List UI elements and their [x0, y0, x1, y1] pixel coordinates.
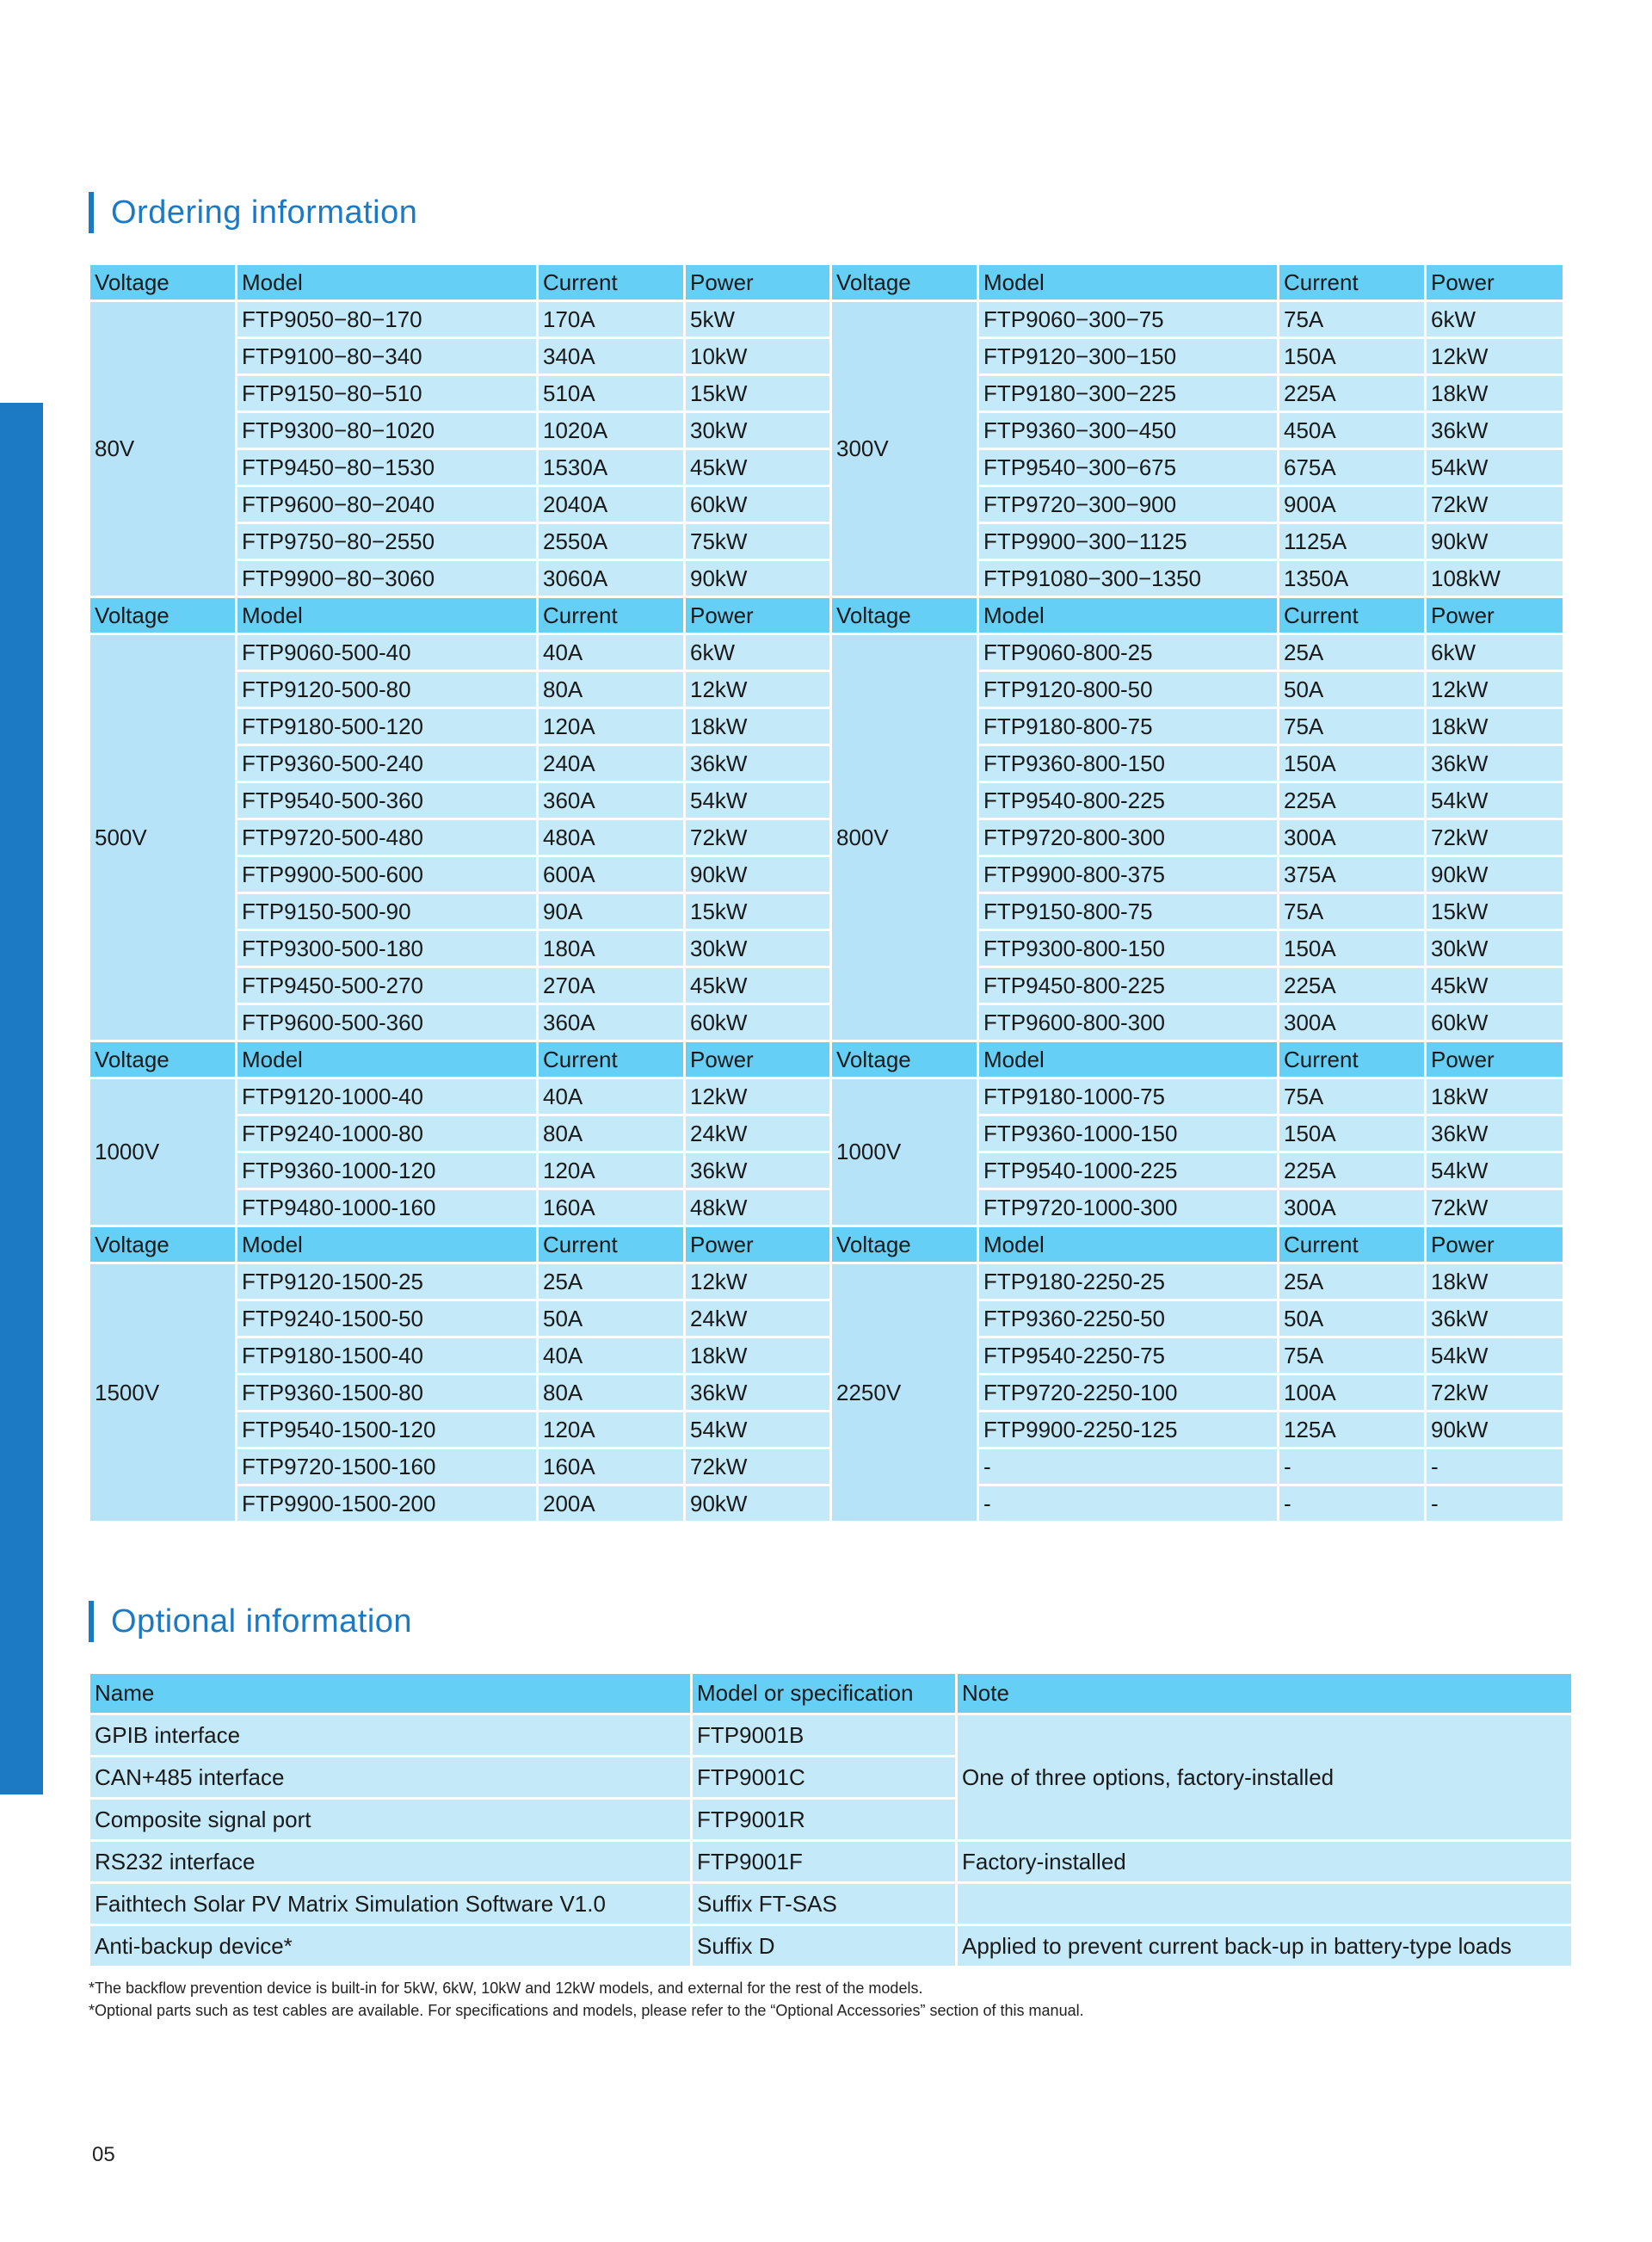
option-model: FTP9001B — [692, 1714, 957, 1757]
power-cell: 60kW — [685, 1004, 831, 1041]
model-cell: FTP9900-500-600 — [237, 856, 538, 893]
current-cell: 150A — [1279, 930, 1426, 967]
power-cell: 54kW — [1426, 449, 1564, 486]
optional-table — [88, 1671, 1574, 1968]
power-cell: 15kW — [685, 375, 831, 412]
current-cell: 225A — [1279, 375, 1426, 412]
voltage-cell: 800V — [831, 634, 978, 1041]
current-cell: 160A — [538, 1448, 685, 1485]
power-cell: 24kW — [685, 1115, 831, 1152]
power-cell: 90kW — [1426, 856, 1564, 893]
current-cell: 675A — [1279, 449, 1426, 486]
power-cell: 18kW — [1426, 375, 1564, 412]
model-cell: FTP9540-2250-75 — [978, 1337, 1279, 1374]
ordering-row — [89, 1263, 1564, 1300]
option-note: Applied to prevent current back-up in battery-type loads — [957, 1925, 1573, 1967]
current-cell: 80A — [538, 671, 685, 708]
current-cell: 225A — [1279, 1152, 1426, 1189]
model-cell: FTP9180-800-75 — [978, 708, 1279, 745]
option-name: Anti-backup device* — [89, 1925, 692, 1967]
model-cell: FTP9540-1500-120 — [237, 1411, 538, 1448]
voltage-cell: 300V — [831, 301, 978, 597]
model-cell: FTP9720-800-300 — [978, 819, 1279, 856]
power-cell: 18kW — [1426, 1263, 1564, 1300]
ordering-row — [89, 634, 1564, 671]
current-cell: 450A — [1279, 412, 1426, 449]
current-cell: 240A — [538, 745, 685, 782]
header-cell: Model — [978, 264, 1279, 301]
current-cell: 160A — [538, 1189, 685, 1226]
power-cell: 30kW — [685, 412, 831, 449]
model-cell: FTP91080−300−1350 — [978, 560, 1279, 597]
current-cell: 150A — [1279, 338, 1426, 375]
header-cell: Voltage — [831, 1226, 978, 1263]
current-cell: 25A — [1279, 1263, 1426, 1300]
ordering-row — [89, 967, 1564, 1004]
ordering-row — [89, 1152, 1564, 1189]
power-cell: - — [1426, 1485, 1564, 1522]
title-marker — [89, 192, 94, 233]
power-cell: 6kW — [1426, 301, 1564, 338]
ordering-row — [89, 1078, 1564, 1115]
option-name: Composite signal port — [89, 1799, 692, 1841]
ordering-table — [88, 262, 1565, 1523]
header-cell: Model or specification — [692, 1673, 957, 1714]
current-cell: 75A — [1279, 1078, 1426, 1115]
model-cell: FTP9540-1000-225 — [978, 1152, 1279, 1189]
power-cell: 72kW — [1426, 819, 1564, 856]
current-cell: 50A — [1279, 1300, 1426, 1337]
ordering-row — [89, 819, 1564, 856]
ordering-header-row — [89, 1226, 1564, 1263]
power-cell: 36kW — [1426, 1115, 1564, 1152]
side-accent-bar — [0, 403, 43, 1794]
power-cell: 36kW — [1426, 745, 1564, 782]
power-cell: 60kW — [1426, 1004, 1564, 1041]
ordering-row — [89, 1448, 1564, 1485]
header-cell: Model — [978, 1041, 1279, 1078]
power-cell: 90kW — [685, 856, 831, 893]
header-cell: Current — [1279, 1041, 1426, 1078]
model-cell: FTP9900-800-375 — [978, 856, 1279, 893]
power-cell: 36kW — [685, 1152, 831, 1189]
power-cell: 90kW — [1426, 1411, 1564, 1448]
current-cell: 40A — [538, 634, 685, 671]
power-cell: 90kW — [685, 560, 831, 597]
current-cell: 120A — [538, 708, 685, 745]
title-marker — [89, 1601, 94, 1642]
header-cell: Model — [978, 597, 1279, 634]
power-cell: 60kW — [685, 486, 831, 523]
ordering-row — [89, 1115, 1564, 1152]
ordering-header-row — [89, 264, 1564, 301]
current-cell: 100A — [1279, 1374, 1426, 1411]
power-cell: 72kW — [1426, 1374, 1564, 1411]
header-cell: Note — [957, 1673, 1573, 1714]
header-cell: Voltage — [831, 597, 978, 634]
header-cell: Model — [237, 1226, 538, 1263]
model-cell: FTP9450-500-270 — [237, 967, 538, 1004]
power-cell: 15kW — [1426, 893, 1564, 930]
model-cell: FTP9360-800-150 — [978, 745, 1279, 782]
optional-header-row — [89, 1673, 1573, 1714]
optional-row — [89, 1714, 1573, 1757]
current-cell: 375A — [1279, 856, 1426, 893]
model-cell: FTP9060-500-40 — [237, 634, 538, 671]
ordering-row — [89, 1004, 1564, 1041]
header-cell: Power — [1426, 1041, 1564, 1078]
header-cell: Voltage — [89, 1226, 237, 1263]
model-cell: FTP9120−300−150 — [978, 338, 1279, 375]
power-cell: 72kW — [685, 819, 831, 856]
optional-row — [89, 1883, 1573, 1925]
header-cell: Power — [685, 1226, 831, 1263]
ordering-row — [89, 523, 1564, 560]
header-cell: Voltage — [89, 1041, 237, 1078]
power-cell: 75kW — [685, 523, 831, 560]
power-cell: 54kW — [1426, 1337, 1564, 1374]
model-cell: FTP9720-500-480 — [237, 819, 538, 856]
option-name: RS232 interface — [89, 1841, 692, 1883]
model-cell: FTP9060-800-25 — [978, 634, 1279, 671]
option-name: Faithtech Solar PV Matrix Simulation Software V1.0 — [89, 1883, 692, 1925]
power-cell: 72kW — [685, 1448, 831, 1485]
optional-row — [89, 1841, 1573, 1883]
optional-title: Optional information — [111, 1603, 413, 1640]
ordering-row — [89, 745, 1564, 782]
model-cell: FTP9900−300−1125 — [978, 523, 1279, 560]
current-cell: 300A — [1279, 1189, 1426, 1226]
option-note: Factory-installed — [957, 1841, 1573, 1883]
model-cell: FTP9120-800-50 — [978, 671, 1279, 708]
model-cell: FTP9720-1000-300 — [978, 1189, 1279, 1226]
voltage-cell: 2250V — [831, 1263, 978, 1522]
footnote-optional-parts: *Optional parts such as test cables are available. For specifications and models, please refer to the “Optional Accessories” section of this manual. — [89, 2002, 1084, 2019]
model-cell: FTP9120-1000-40 — [237, 1078, 538, 1115]
power-cell: 48kW — [685, 1189, 831, 1226]
header-cell: Current — [1279, 1226, 1426, 1263]
current-cell: - — [1279, 1485, 1426, 1522]
power-cell: 15kW — [685, 893, 831, 930]
power-cell: 54kW — [685, 1411, 831, 1448]
power-cell: 54kW — [1426, 782, 1564, 819]
power-cell: 6kW — [1426, 634, 1564, 671]
model-cell: FTP9600-800-300 — [978, 1004, 1279, 1041]
option-model: FTP9001F — [692, 1841, 957, 1883]
header-cell: Current — [538, 597, 685, 634]
option-model: FTP9001R — [692, 1799, 957, 1841]
power-cell: 24kW — [685, 1300, 831, 1337]
option-note: One of three options, factory-installed — [957, 1714, 1573, 1841]
power-cell: 90kW — [685, 1485, 831, 1522]
power-cell: 45kW — [685, 967, 831, 1004]
power-cell: 6kW — [685, 634, 831, 671]
model-cell: FTP9150-800-75 — [978, 893, 1279, 930]
model-cell: FTP9450-800-225 — [978, 967, 1279, 1004]
page-number: 05 — [92, 2143, 115, 2166]
power-cell: 30kW — [685, 930, 831, 967]
ordering-row — [89, 486, 1564, 523]
ordering-row — [89, 1189, 1564, 1226]
power-cell: 108kW — [1426, 560, 1564, 597]
current-cell: 600A — [538, 856, 685, 893]
ordering-row — [89, 856, 1564, 893]
current-cell: 200A — [538, 1485, 685, 1522]
current-cell: 510A — [538, 375, 685, 412]
power-cell: 36kW — [1426, 412, 1564, 449]
header-cell: Model — [237, 597, 538, 634]
current-cell: 2040A — [538, 486, 685, 523]
power-cell: 36kW — [685, 745, 831, 782]
model-cell: FTP9050−80−170 — [237, 301, 538, 338]
model-cell: FTP9450−80−1530 — [237, 449, 538, 486]
current-cell: 270A — [538, 967, 685, 1004]
current-cell: 120A — [538, 1411, 685, 1448]
option-note — [957, 1883, 1573, 1925]
model-cell: FTP9120-500-80 — [237, 671, 538, 708]
optional-row — [89, 1925, 1573, 1967]
model-cell: FTP9060−300−75 — [978, 301, 1279, 338]
current-cell: 75A — [1279, 1337, 1426, 1374]
header-cell: Power — [1426, 1226, 1564, 1263]
power-cell: 18kW — [685, 708, 831, 745]
header-cell: Voltage — [89, 264, 237, 301]
current-cell: 225A — [1279, 967, 1426, 1004]
model-cell: FTP9480-1000-160 — [237, 1189, 538, 1226]
power-cell: 36kW — [685, 1374, 831, 1411]
ordering-row — [89, 1485, 1564, 1522]
model-cell: FTP9360-1500-80 — [237, 1374, 538, 1411]
power-cell: - — [1426, 1448, 1564, 1485]
current-cell: 2550A — [538, 523, 685, 560]
header-cell: Model — [237, 264, 538, 301]
header-cell: Power — [1426, 264, 1564, 301]
power-cell: 45kW — [685, 449, 831, 486]
header-cell: Voltage — [831, 264, 978, 301]
current-cell: 75A — [1279, 301, 1426, 338]
model-cell: FTP9100−80−340 — [237, 338, 538, 375]
ordering-row — [89, 449, 1564, 486]
power-cell: 5kW — [685, 301, 831, 338]
current-cell: 75A — [1279, 893, 1426, 930]
current-cell: 480A — [538, 819, 685, 856]
current-cell: 1125A — [1279, 523, 1426, 560]
power-cell: 12kW — [685, 671, 831, 708]
current-cell: 180A — [538, 930, 685, 967]
current-cell: 3060A — [538, 560, 685, 597]
ordering-header-row — [89, 597, 1564, 634]
model-cell: FTP9240-1500-50 — [237, 1300, 538, 1337]
ordering-row — [89, 1374, 1564, 1411]
current-cell: 340A — [538, 338, 685, 375]
model-cell: FTP9360-1000-150 — [978, 1115, 1279, 1152]
ordering-row — [89, 338, 1564, 375]
power-cell: 36kW — [1426, 1300, 1564, 1337]
model-cell: FTP9360-1000-120 — [237, 1152, 538, 1189]
model-cell: FTP9540-800-225 — [978, 782, 1279, 819]
header-cell: Current — [1279, 264, 1426, 301]
model-cell: FTP9240-1000-80 — [237, 1115, 538, 1152]
power-cell: 90kW — [1426, 523, 1564, 560]
ordering-row — [89, 301, 1564, 338]
current-cell: 50A — [538, 1300, 685, 1337]
header-cell: Current — [538, 1226, 685, 1263]
model-cell: FTP9180-500-120 — [237, 708, 538, 745]
model-cell: FTP9720-2250-100 — [978, 1374, 1279, 1411]
model-cell: FTP9600-500-360 — [237, 1004, 538, 1041]
model-cell: FTP9120-1500-25 — [237, 1263, 538, 1300]
header-cell: Power — [685, 264, 831, 301]
ordering-row — [89, 560, 1564, 597]
model-cell: FTP9360−300−450 — [978, 412, 1279, 449]
current-cell: 50A — [1279, 671, 1426, 708]
ordering-row — [89, 375, 1564, 412]
power-cell: 54kW — [1426, 1152, 1564, 1189]
current-cell: 225A — [1279, 782, 1426, 819]
power-cell: 72kW — [1426, 1189, 1564, 1226]
model-cell: FTP9180-2250-25 — [978, 1263, 1279, 1300]
header-cell: Model — [237, 1041, 538, 1078]
current-cell: 80A — [538, 1374, 685, 1411]
ordering-section-title — [89, 192, 417, 233]
model-cell: FTP9360-500-240 — [237, 745, 538, 782]
model-cell: FTP9900-1500-200 — [237, 1485, 538, 1522]
option-model: Suffix FT-SAS — [692, 1883, 957, 1925]
ordering-row — [89, 671, 1564, 708]
current-cell: 40A — [538, 1078, 685, 1115]
model-cell: FTP9900-2250-125 — [978, 1411, 1279, 1448]
current-cell: 40A — [538, 1337, 685, 1374]
current-cell: 300A — [1279, 1004, 1426, 1041]
power-cell: 45kW — [1426, 967, 1564, 1004]
ordering-row — [89, 1337, 1564, 1374]
header-cell: Model — [978, 1226, 1279, 1263]
voltage-cell: 1000V — [831, 1078, 978, 1226]
model-cell: FTP9150−80−510 — [237, 375, 538, 412]
model-cell: FTP9540−300−675 — [978, 449, 1279, 486]
header-cell: Current — [1279, 597, 1426, 634]
header-cell: Power — [685, 1041, 831, 1078]
ordering-row — [89, 893, 1564, 930]
model-cell: FTP9540-500-360 — [237, 782, 538, 819]
ordering-title: Ordering information — [111, 194, 418, 231]
current-cell: 25A — [1279, 634, 1426, 671]
current-cell: - — [1279, 1448, 1426, 1485]
power-cell: 12kW — [1426, 671, 1564, 708]
model-cell: FTP9150-500-90 — [237, 893, 538, 930]
model-cell: FTP9300−80−1020 — [237, 412, 538, 449]
model-cell: FTP9300-500-180 — [237, 930, 538, 967]
current-cell: 1530A — [538, 449, 685, 486]
current-cell: 125A — [1279, 1411, 1426, 1448]
optional-section-title — [89, 1601, 412, 1642]
current-cell: 360A — [538, 782, 685, 819]
current-cell: 150A — [1279, 1115, 1426, 1152]
power-cell: 12kW — [685, 1263, 831, 1300]
power-cell: 12kW — [685, 1078, 831, 1115]
model-cell: FTP9360-2250-50 — [978, 1300, 1279, 1337]
current-cell: 900A — [1279, 486, 1426, 523]
current-cell: 170A — [538, 301, 685, 338]
current-cell: 120A — [538, 1152, 685, 1189]
model-cell: FTP9900−80−3060 — [237, 560, 538, 597]
model-cell: FTP9720-1500-160 — [237, 1448, 538, 1485]
current-cell: 150A — [1279, 745, 1426, 782]
power-cell: 18kW — [685, 1337, 831, 1374]
current-cell: 80A — [538, 1115, 685, 1152]
ordering-row — [89, 1411, 1564, 1448]
model-cell: FTP9750−80−2550 — [237, 523, 538, 560]
ordering-row — [89, 412, 1564, 449]
ordering-header-row — [89, 1041, 1564, 1078]
header-cell: Voltage — [89, 597, 237, 634]
option-name: GPIB interface — [89, 1714, 692, 1757]
current-cell: 1020A — [538, 412, 685, 449]
model-cell: - — [978, 1448, 1279, 1485]
voltage-cell: 80V — [89, 301, 237, 597]
header-cell: Voltage — [831, 1041, 978, 1078]
model-cell: FTP9300-800-150 — [978, 930, 1279, 967]
power-cell: 30kW — [1426, 930, 1564, 967]
voltage-cell: 1500V — [89, 1263, 237, 1522]
ordering-row — [89, 930, 1564, 967]
voltage-cell: 500V — [89, 634, 237, 1041]
model-cell: - — [978, 1485, 1279, 1522]
model-cell: FTP9720−300−900 — [978, 486, 1279, 523]
header-cell: Current — [538, 264, 685, 301]
header-cell: Power — [685, 597, 831, 634]
ordering-row — [89, 708, 1564, 745]
model-cell: FTP9600−80−2040 — [237, 486, 538, 523]
option-name: CAN+485 interface — [89, 1757, 692, 1799]
current-cell: 90A — [538, 893, 685, 930]
current-cell: 25A — [538, 1263, 685, 1300]
power-cell: 72kW — [1426, 486, 1564, 523]
power-cell: 12kW — [1426, 338, 1564, 375]
option-model: FTP9001C — [692, 1757, 957, 1799]
power-cell: 18kW — [1426, 1078, 1564, 1115]
current-cell: 75A — [1279, 708, 1426, 745]
header-cell: Name — [89, 1673, 692, 1714]
option-model: Suffix D — [692, 1925, 957, 1967]
current-cell: 1350A — [1279, 560, 1426, 597]
power-cell: 54kW — [685, 782, 831, 819]
current-cell: 360A — [538, 1004, 685, 1041]
header-cell: Power — [1426, 597, 1564, 634]
current-cell: 300A — [1279, 819, 1426, 856]
power-cell: 10kW — [685, 338, 831, 375]
footnote-backflow: *The backflow prevention device is built-in for 5kW, 6kW, 10kW and 12kW models, and external for the rest of the models. — [89, 1980, 923, 1997]
model-cell: FTP9180−300−225 — [978, 375, 1279, 412]
model-cell: FTP9180-1500-40 — [237, 1337, 538, 1374]
voltage-cell: 1000V — [89, 1078, 237, 1226]
model-cell: FTP9180-1000-75 — [978, 1078, 1279, 1115]
header-cell: Current — [538, 1041, 685, 1078]
ordering-row — [89, 1300, 1564, 1337]
ordering-row — [89, 782, 1564, 819]
power-cell: 18kW — [1426, 708, 1564, 745]
